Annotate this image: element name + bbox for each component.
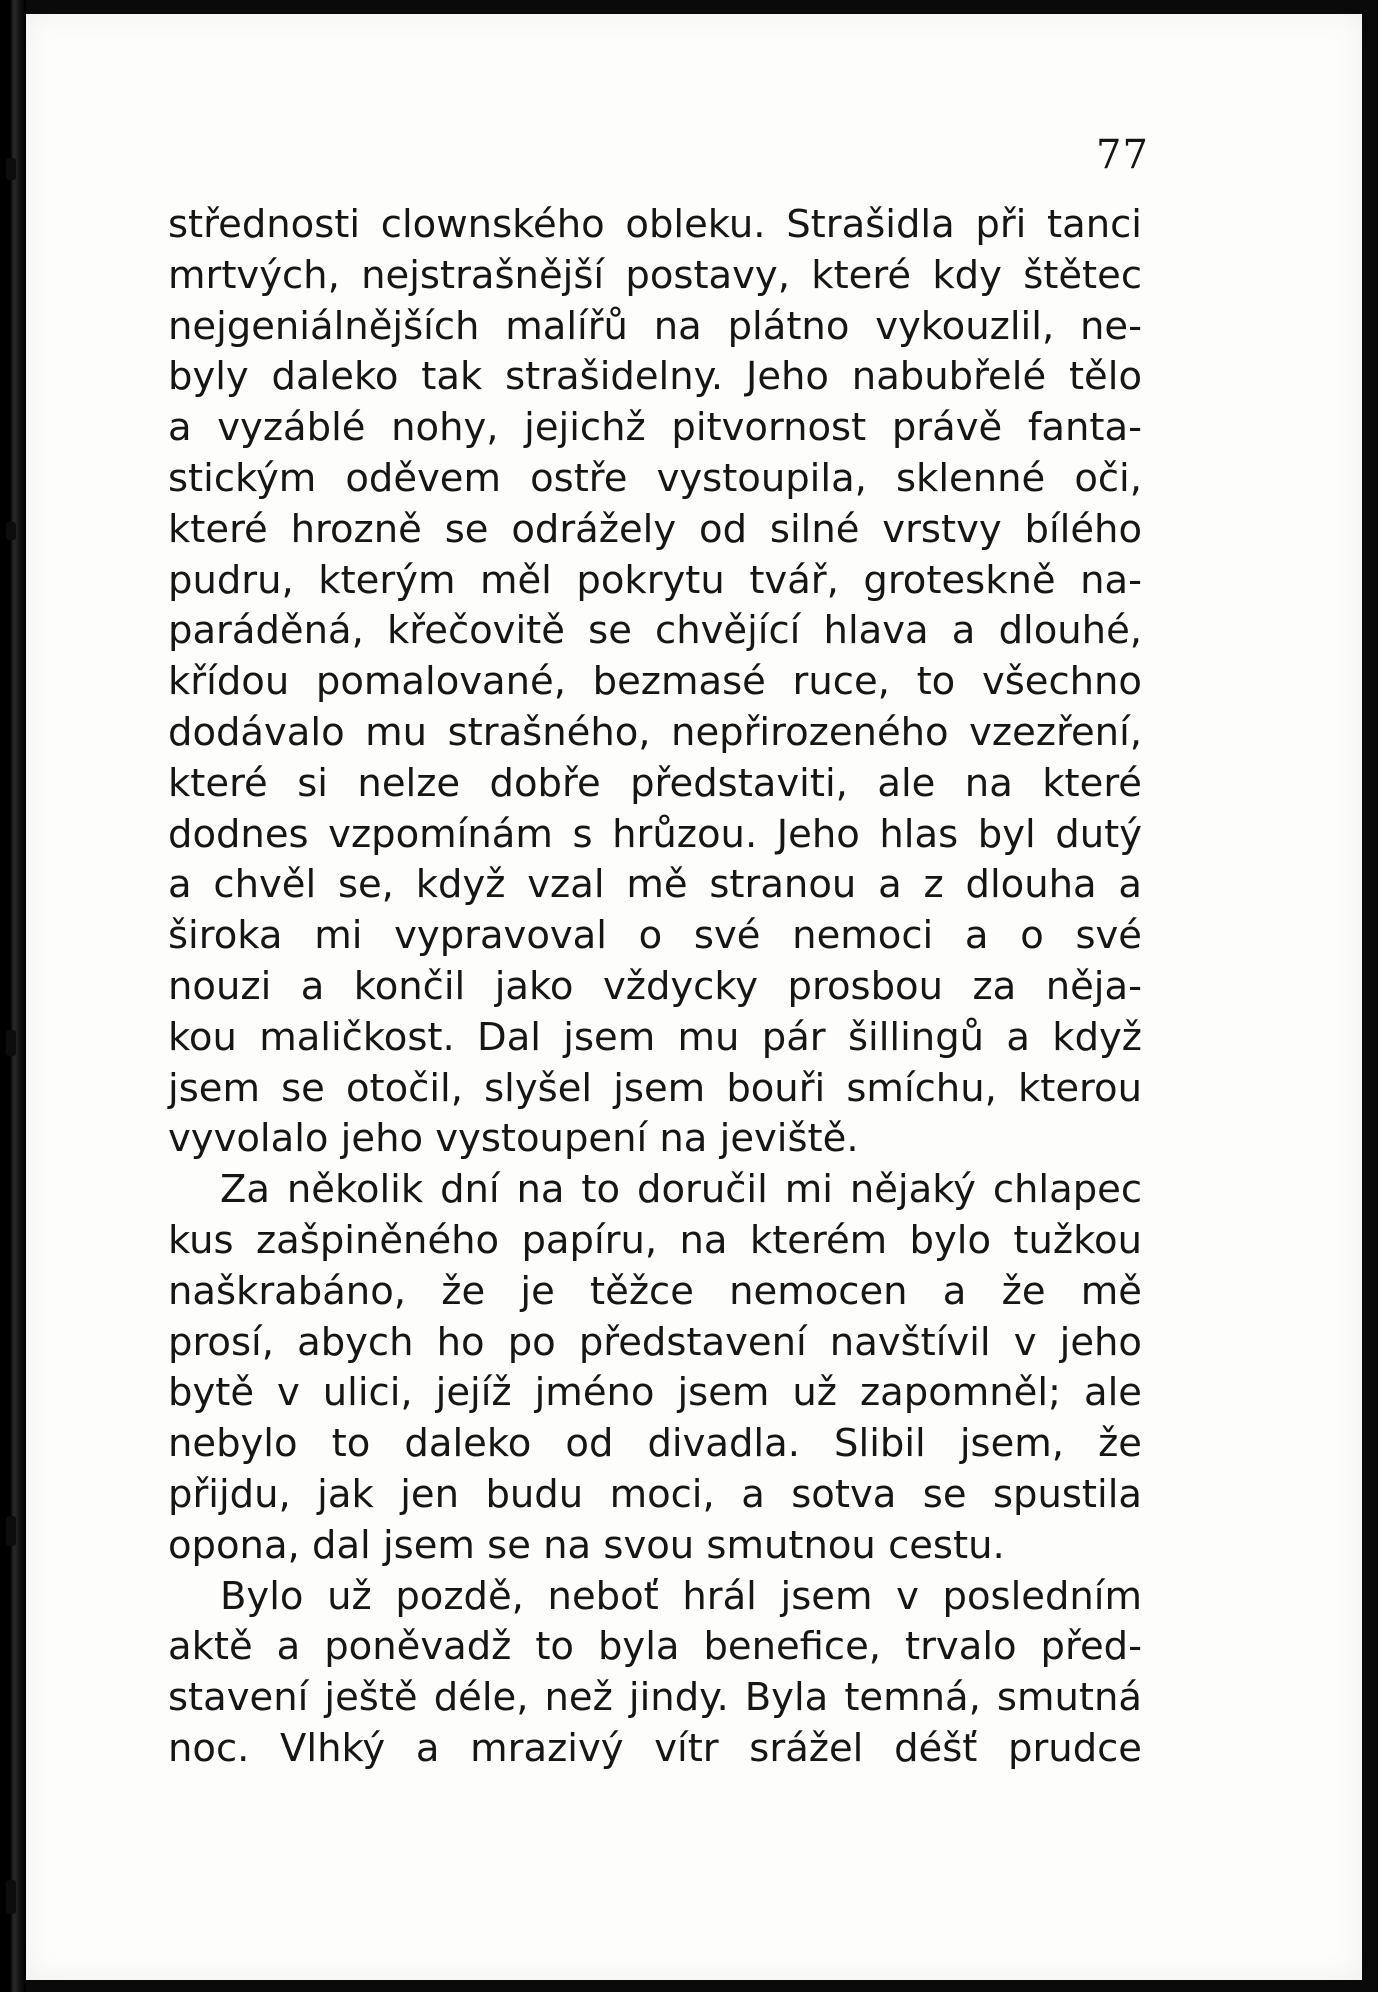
text-line: široka mi vypravoval o své nemoci a o své	[168, 913, 1142, 959]
text-line: kou maličkost. Dal jsem mu pár šillingů a když	[168, 1014, 1142, 1060]
text-line: dodávalo mu strašného, nepřirozeného vzezření,	[168, 709, 1142, 755]
text-line: bytě v ulici, jejíž jméno jsem už zapomněl; ale	[168, 1370, 1142, 1416]
text-line: opona, dal jsem se na svou smutnou cestu.	[168, 1522, 1005, 1568]
text-line: které si nelze dobře představiti, ale na které	[168, 760, 1142, 806]
margin-ink-mark	[6, 158, 16, 180]
text-line: byly daleko tak strašidelny. Jeho nabubřelé tělo	[168, 354, 1142, 400]
text-line: které hrozně se odrážely od silné vrstvy bílého	[168, 506, 1142, 552]
text-line: střednosti clownského obleku. Strašidla při tanci	[168, 202, 1142, 247]
margin-ink-mark	[6, 1030, 16, 1056]
scan-binding-edge	[0, 0, 26, 1992]
text-line: Za několik dní na to doručil mi nějaký chlapec	[220, 1167, 1142, 1213]
text-line: kus zašpiněného papíru, na kterém bylo tužkou	[168, 1217, 1142, 1263]
text-line: pudru, kterým měl pokrytu tvář, groteskně na-	[168, 557, 1142, 603]
text-line: Bylo už pozdě, neboť hrál jsem v posledním	[220, 1573, 1142, 1619]
text-line: dodnes vzpomínám s hrůzou. Jeho hlas byl dutý	[168, 811, 1142, 857]
margin-ink-mark	[6, 1516, 16, 1546]
text-line: paráděná, křečovitě se chvějící hlava a dlouhé,	[168, 608, 1142, 654]
text-line: mrtvých, nejstrašnější postavy, které kdy štětec	[168, 252, 1142, 298]
text-line: aktě a poněvadž to byla benefice, trvalo před-	[168, 1624, 1142, 1670]
text-line: a chvěl se, když vzal mě stranou a z dlouha a	[168, 862, 1142, 908]
text-line: a vyzáblé nohy, jejichž pitvornost právě fanta-	[168, 405, 1142, 451]
text-line: naškrabáno, že je těžce nemocen a že mě	[168, 1268, 1142, 1314]
text-line: noc. Vlhký a mrazivý vítr srážel déšť prudce	[168, 1725, 1142, 1771]
text-line: prosí, abych ho po představení navštívil v jeho	[168, 1319, 1142, 1365]
text-line: vyvolalo jeho vystoupení na jeviště.	[168, 1116, 859, 1162]
margin-ink-mark	[6, 1880, 16, 1914]
text-line: nouzi a končil jako vždycky prosbou za něja-	[168, 963, 1142, 1009]
text-line: stavení ještě déle, než jindy. Byla temná, smutná	[168, 1675, 1142, 1721]
text-line: nejgeniálnějších malířů na plátno vykouzlil, ne-	[168, 303, 1142, 349]
text-line: nebylo to daleko od divadla. Slibil jsem, že	[168, 1421, 1142, 1467]
margin-ink-mark	[6, 522, 16, 540]
page-number: 77	[1096, 132, 1149, 178]
text-line: křídou pomalované, bezmasé ruce, to všechno	[168, 659, 1142, 705]
text-line: stickým oděvem ostře vystoupila, sklenné oči,	[168, 455, 1142, 501]
body-text	[168, 200, 1142, 1775]
text-line: jsem se otočil, slyšel jsem bouři smíchu, kterou	[168, 1065, 1142, 1111]
text-line: přijdu, jak jen budu moci, a sotva se spustila	[168, 1471, 1142, 1517]
